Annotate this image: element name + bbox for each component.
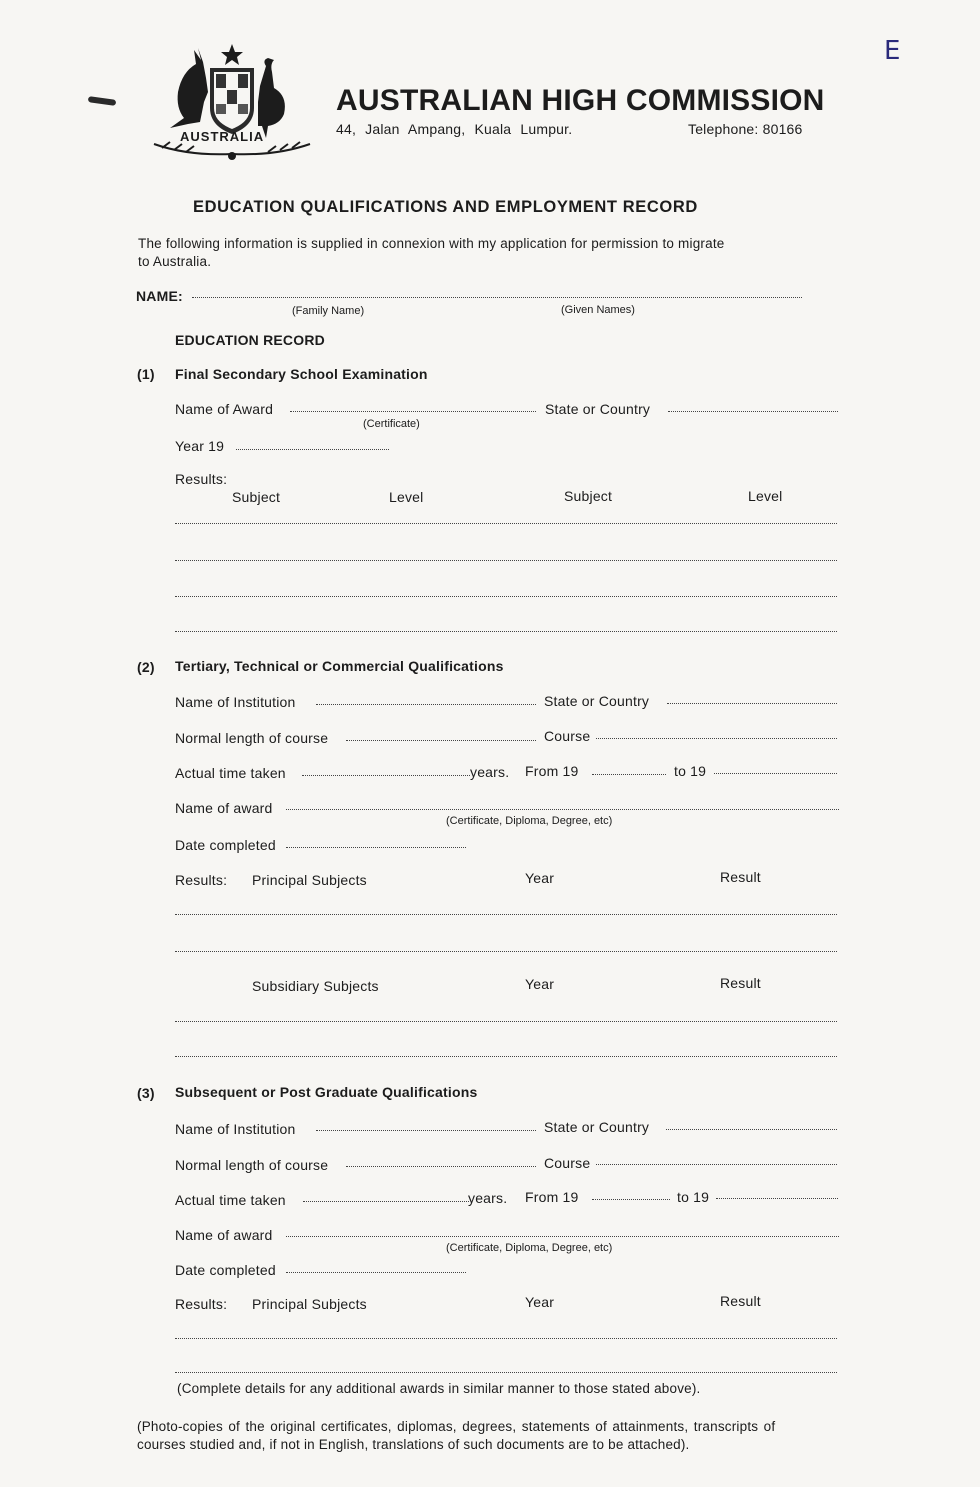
course-length-field[interactable] [346, 1166, 536, 1167]
coat-of-arms-logo [148, 42, 316, 162]
intro-text-line2: to Australia. [138, 254, 212, 269]
ink-mark [88, 96, 117, 106]
award-label: Name of Award [175, 401, 274, 417]
course-label: Course [544, 1155, 591, 1171]
award-field[interactable] [290, 411, 536, 412]
institution-field[interactable] [316, 704, 536, 705]
from-label: From 19 [525, 763, 579, 779]
section-2-title: Tertiary, Technical or Commercial Qualifications [175, 658, 504, 674]
award-field[interactable] [286, 809, 839, 810]
page-title: AUSTRALIAN HIGH COMMISSION [336, 84, 825, 117]
name-field[interactable] [192, 297, 802, 298]
years-label: years. [470, 764, 510, 780]
course-label: Course [544, 728, 591, 744]
year-column-header: Year [525, 1294, 555, 1310]
course-field[interactable] [596, 1164, 837, 1165]
results-line[interactable] [175, 631, 837, 632]
results-line[interactable] [175, 596, 837, 597]
result-column-header: Result [720, 869, 761, 885]
state-country-field[interactable] [667, 703, 837, 704]
col-level-1: Level [389, 489, 424, 505]
name-label: NAME: [136, 288, 183, 304]
handwritten-mark: E [884, 36, 901, 66]
state-country-label: State or Country [545, 401, 651, 417]
to-label: to 19 [674, 763, 707, 779]
attachments-note-line2: courses studied and, if not in English, translations of such documents are to be attached). [137, 1437, 690, 1452]
year-label: Year 19 [175, 438, 225, 454]
certificate-hint: (Certificate) [363, 418, 420, 430]
results-label: Results: [175, 872, 228, 888]
results-line[interactable] [175, 1056, 837, 1057]
course-length-field[interactable] [346, 740, 536, 741]
years-label: years. [468, 1190, 508, 1206]
to-field[interactable] [716, 1198, 838, 1199]
award-field[interactable] [286, 1236, 839, 1237]
emblem-scroll-text: AUSTRALIA [180, 129, 265, 144]
award-label: Name of award [175, 800, 273, 816]
result-column-header: Result [720, 975, 761, 991]
state-country-label: State or Country [544, 1119, 650, 1135]
results-label: Results: [175, 1296, 228, 1312]
from-field[interactable] [592, 1199, 670, 1200]
actual-time-field[interactable] [302, 775, 470, 776]
section-1-number: (1) [137, 366, 155, 382]
actual-time-label: Actual time taken [175, 765, 286, 781]
institution-label: Name of Institution [175, 1121, 296, 1137]
results-line[interactable] [175, 523, 837, 524]
award-hint: (Certificate, Diploma, Degree, etc) [446, 1242, 613, 1254]
col-subject-1: Subject [232, 489, 281, 505]
section-2-number: (2) [137, 659, 155, 675]
course-field[interactable] [596, 738, 837, 739]
from-label: From 19 [525, 1189, 579, 1205]
subsidiary-subjects-header: Subsidiary Subjects [252, 978, 379, 994]
year-column-header: Year [525, 870, 555, 886]
date-completed-field[interactable] [286, 1272, 466, 1273]
intro-text-line1: The following information is supplied in connexion with my application for permission to migrate [138, 236, 725, 251]
actual-time-label: Actual time taken [175, 1192, 286, 1208]
year-column-header: Year [525, 976, 555, 992]
course-length-label: Normal length of course [175, 730, 329, 746]
education-record-heading: EDUCATION RECORD [175, 332, 325, 348]
award-label: Name of award [175, 1227, 273, 1243]
date-completed-field[interactable] [286, 847, 466, 848]
results-line[interactable] [175, 1021, 837, 1022]
results-line[interactable] [175, 951, 837, 952]
form-title: EDUCATION QUALIFICATIONS AND EMPLOYMENT RECORD [193, 198, 698, 216]
family-name-hint: (Family Name) [292, 305, 365, 317]
telephone-text: Telephone: 80166 [688, 121, 803, 137]
additional-awards-note: (Complete details for any additional awards in similar manner to those stated above). [177, 1381, 701, 1396]
given-names-hint: (Given Names) [561, 304, 635, 316]
principal-subjects-header: Principal Subjects [252, 872, 367, 888]
to-label: to 19 [677, 1189, 710, 1205]
results-line[interactable] [175, 914, 837, 915]
results-label: Results: [175, 471, 228, 487]
actual-time-field[interactable] [303, 1201, 469, 1202]
date-completed-label: Date completed [175, 837, 276, 853]
institution-field[interactable] [316, 1130, 536, 1131]
year-field[interactable] [236, 449, 389, 450]
from-field[interactable] [592, 774, 666, 775]
result-column-header: Result [720, 1293, 761, 1309]
state-country-field[interactable] [666, 1129, 837, 1130]
results-line[interactable] [175, 1372, 837, 1373]
course-length-label: Normal length of course [175, 1157, 329, 1173]
attachments-note-line1: (Photo-copies of the original certificates, diplomas, degrees, statements of attainments, transcripts of [137, 1419, 776, 1434]
results-line[interactable] [175, 1338, 837, 1339]
section-3-number: (3) [137, 1085, 155, 1101]
institution-label: Name of Institution [175, 694, 296, 710]
principal-subjects-header: Principal Subjects [252, 1296, 367, 1312]
award-hint: (Certificate, Diploma, Degree, etc) [446, 815, 613, 827]
results-line[interactable] [175, 560, 837, 561]
state-country-field[interactable] [668, 411, 838, 412]
section-3-title: Subsequent or Post Graduate Qualifications [175, 1084, 478, 1100]
address-text: 44, Jalan Ampang, Kuala Lumpur. [336, 121, 573, 137]
date-completed-label: Date completed [175, 1262, 276, 1278]
section-1-title: Final Secondary School Examination [175, 366, 428, 382]
col-subject-2: Subject [564, 488, 613, 504]
col-level-2: Level [748, 488, 783, 504]
to-field[interactable] [714, 773, 837, 774]
state-country-label: State or Country [544, 693, 650, 709]
